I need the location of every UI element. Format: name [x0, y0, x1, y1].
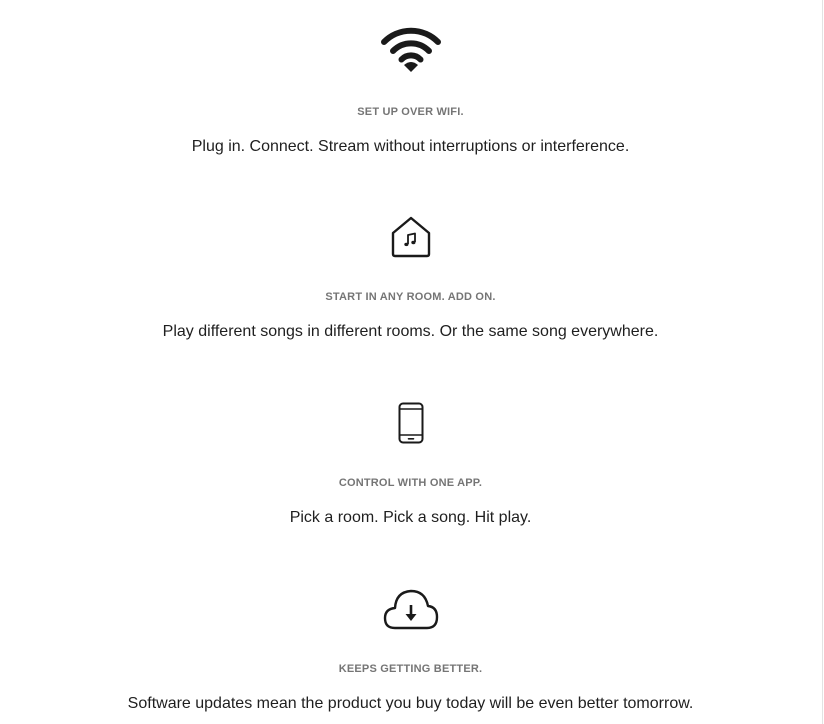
feature-heading: SET UP OVER WIFI. — [357, 106, 464, 118]
cloud-download-icon — [383, 588, 439, 630]
feature-heading: START IN ANY ROOM. ADD ON. — [325, 291, 496, 303]
feature-description: Software updates mean the product you buy today will be even better tomorrow. — [127, 695, 694, 712]
feature-heading: CONTROL WITH ONE APP. — [338, 477, 483, 489]
home-music-icon — [391, 216, 431, 258]
feature-rooms — [0, 216, 821, 342]
smartphone-icon — [398, 402, 424, 444]
feature-description: Play different songs in different rooms. Or the same song everywhere. — [162, 323, 659, 340]
scrollbar-track[interactable] — [822, 0, 823, 724]
feature-app — [0, 402, 821, 528]
wifi-icon — [381, 24, 441, 76]
feature-updates — [0, 588, 821, 714]
feature-description: Plug in. Connect. Stream without interruptions or interference. — [191, 138, 630, 155]
feature-heading: KEEPS GETTING BETTER. — [338, 663, 483, 675]
feature-description: Pick a room. Pick a song. Hit play. — [289, 509, 532, 526]
feature-wifi — [0, 24, 821, 157]
